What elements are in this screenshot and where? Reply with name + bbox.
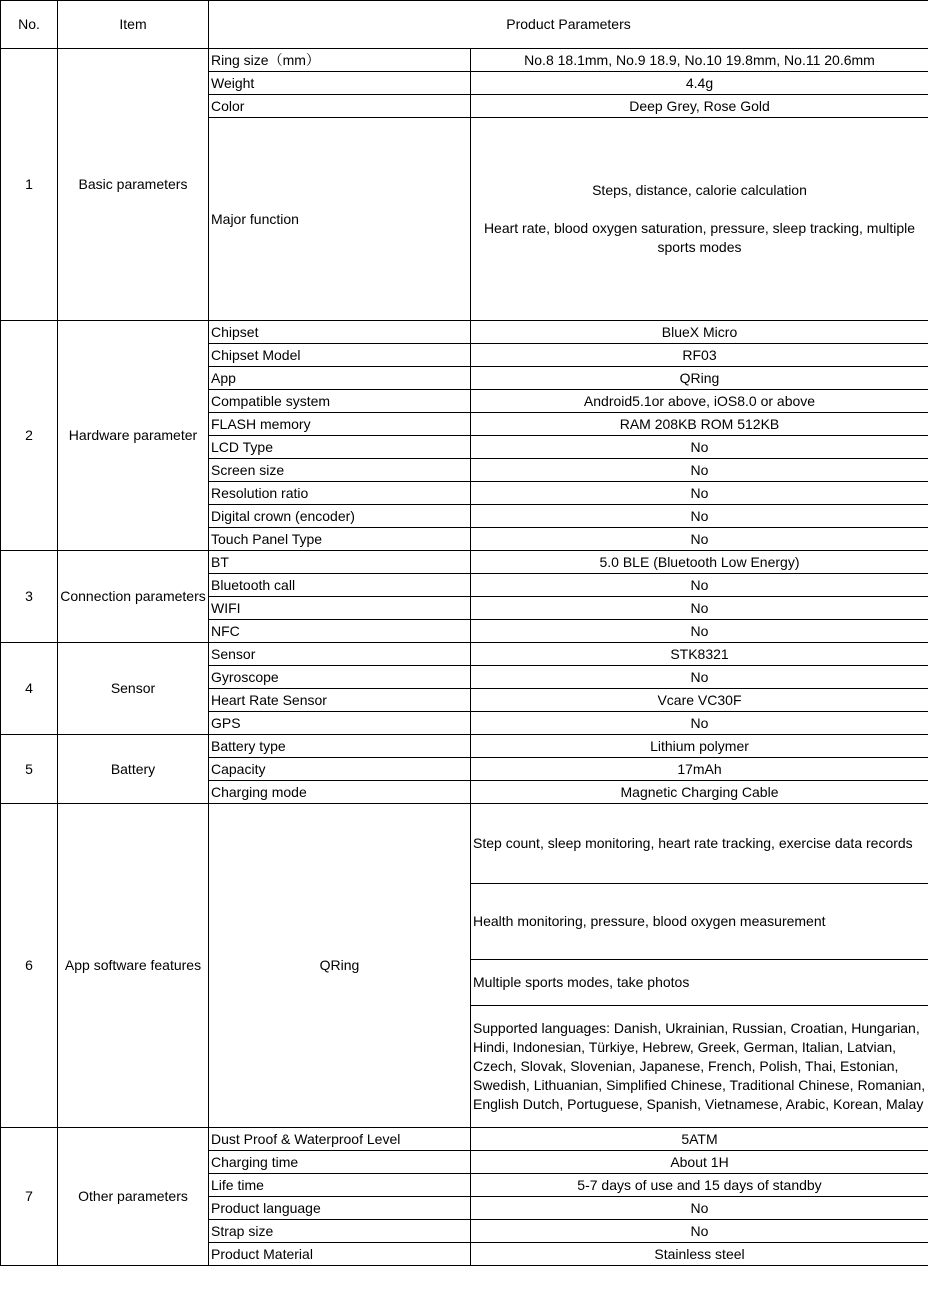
table-row (1, 321, 928, 344)
param-label: Touch Panel Type (209, 528, 471, 551)
section-number: 6 (1, 804, 58, 1128)
param-value: STK8321 (471, 643, 928, 666)
feature-item: Step count, sleep monitoring, heart rate tracking, exercise data records (471, 804, 928, 884)
param-label: App (209, 367, 471, 390)
feature-item: Health monitoring, pressure, blood oxygen measurement (471, 884, 928, 960)
param-value: No (471, 482, 928, 505)
param-label: Charging mode (209, 781, 471, 804)
param-value: QRing (471, 367, 928, 390)
section-number: 1 (1, 49, 58, 321)
table-row (1, 1128, 928, 1151)
param-label: NFC (209, 620, 471, 643)
param-label: Sensor (209, 643, 471, 666)
header-product-parameters: Product Parameters (209, 1, 928, 49)
section-name: Connection parameters (58, 551, 209, 643)
param-value: 5ATM (471, 1128, 928, 1151)
major-function-value (471, 118, 928, 321)
header-item: Item (58, 1, 209, 49)
param-label: Strap size (209, 1220, 471, 1243)
section-name: App software features (58, 804, 209, 1128)
section-name: Hardware parameter (58, 321, 209, 551)
param-label: Bluetooth call (209, 574, 471, 597)
param-label: Screen size (209, 459, 471, 482)
param-value: 17mAh (471, 758, 928, 781)
param-value: No (471, 574, 928, 597)
supported-languages: Supported languages: Danish, Ukrainian, Russian, Croatian, Hungarian, Hindi, Indonesian, Türkiye, Hebrew, Greek, German, Italian, Latvian, Czech, Slovak, Slovenian, Japanese, French, Polish, Thai, Estonian, Swedish, Lithuanian, Simplified Chinese, Traditional Chinese, Romanian, English Dutch, Portuguese, Spanish, Vietnamese, Arabic, Korean, Malay (471, 1006, 928, 1128)
param-value: No (471, 1220, 928, 1243)
param-value: No (471, 597, 928, 620)
param-label: Battery type (209, 735, 471, 758)
table-row (1, 643, 928, 666)
param-label: Resolution ratio (209, 482, 471, 505)
param-value: BlueX Micro (471, 321, 928, 344)
param-value: RF03 (471, 344, 928, 367)
section-number: 4 (1, 643, 58, 735)
table-row (1, 551, 928, 574)
param-label: Weight (209, 72, 471, 95)
param-label: Color (209, 95, 471, 118)
header-no: No. (1, 1, 58, 49)
param-label: BT (209, 551, 471, 574)
param-value: No (471, 1197, 928, 1220)
major-function-line: Heart rate, blood oxygen saturation, pressure, sleep tracking, multiple sports modes (483, 220, 916, 255)
param-value: RAM 208KB ROM 512KB (471, 413, 928, 436)
section-name: Sensor (58, 643, 209, 735)
param-label: FLASH memory (209, 413, 471, 436)
param-value: About 1H (471, 1151, 928, 1174)
param-value: Magnetic Charging Cable (471, 781, 928, 804)
param-label: Capacity (209, 758, 471, 781)
param-label: Charging time (209, 1151, 471, 1174)
param-label: Gyroscope (209, 666, 471, 689)
section-name: Basic parameters (58, 49, 209, 321)
param-label: Product language (209, 1197, 471, 1220)
param-value: No (471, 620, 928, 643)
param-label: Life time (209, 1174, 471, 1197)
param-value: No (471, 505, 928, 528)
param-value: 5-7 days of use and 15 days of standby (471, 1174, 928, 1197)
param-value: No (471, 712, 928, 735)
header-row (1, 1, 928, 49)
section-number: 5 (1, 735, 58, 804)
section-number: 3 (1, 551, 58, 643)
section-name: Other parameters (58, 1128, 209, 1266)
param-label: GPS (209, 712, 471, 735)
param-value: No (471, 436, 928, 459)
param-label: Major function (209, 118, 471, 321)
param-value: No (471, 666, 928, 689)
param-value: Deep Grey, Rose Gold (471, 95, 928, 118)
param-label: LCD Type (209, 436, 471, 459)
param-value: 4.4g (471, 72, 928, 95)
param-value: No (471, 528, 928, 551)
section-name: Battery (58, 735, 209, 804)
param-value: Android5.1or above, iOS8.0 or above (471, 390, 928, 413)
param-label: Chipset (209, 321, 471, 344)
param-label: Heart Rate Sensor (209, 689, 471, 712)
param-label: Dust Proof & Waterproof Level (209, 1128, 471, 1151)
section-number: 2 (1, 321, 58, 551)
param-value: No (471, 459, 928, 482)
table-row (1, 49, 928, 72)
param-label: Chipset Model (209, 344, 471, 367)
table-row (1, 804, 928, 884)
feature-item: Multiple sports modes, take photos (471, 960, 928, 1006)
param-value: Vcare VC30F (471, 689, 928, 712)
table-row (1, 735, 928, 758)
param-label: Digital crown (encoder) (209, 505, 471, 528)
app-name: QRing (209, 804, 471, 1128)
param-value: No.8 18.1mm, No.9 18.9, No.10 19.8mm, No.11 20.6mm (471, 49, 928, 72)
param-value: 5.0 BLE (Bluetooth Low Energy) (471, 551, 928, 574)
param-label: Product Material (209, 1243, 471, 1266)
param-label: Compatible system (209, 390, 471, 413)
section-number: 7 (1, 1128, 58, 1266)
major-function-line: Steps, distance, calorie calculation (592, 182, 807, 198)
param-label: Ring size（mm） (209, 49, 471, 72)
param-label: WIFI (209, 597, 471, 620)
param-value: Stainless steel (471, 1243, 928, 1266)
param-value: Lithium polymer (471, 735, 928, 758)
